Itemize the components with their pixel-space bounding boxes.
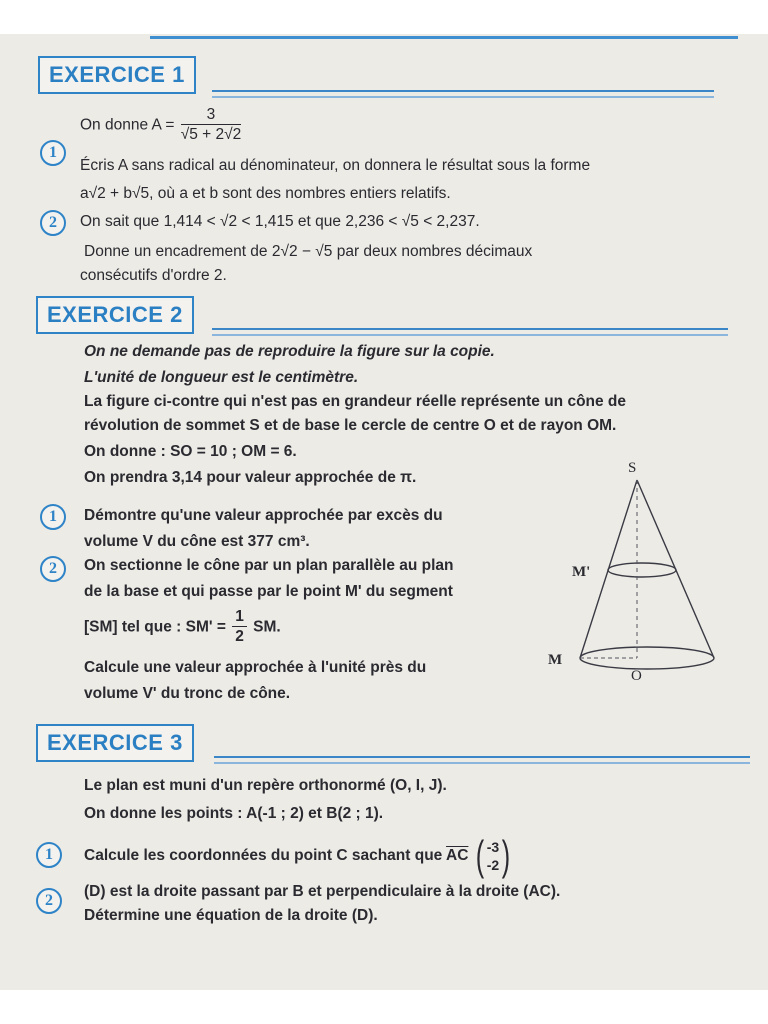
cone-section-ellipse [608, 563, 676, 577]
ex3-q1-vector-coords [487, 838, 499, 874]
ex3-q1-vector-x: -3 [486, 839, 500, 855]
top-rule [150, 36, 738, 39]
point-O-label: O [631, 668, 642, 684]
point-M-label: M [548, 652, 563, 668]
ex2-question-2-number: 2 [40, 556, 66, 582]
exercise-2-rule [212, 328, 728, 330]
ex1-intro [80, 106, 243, 145]
ex3-line2: On donne les points : A(-1 ; 2) et B(2 ; 1). [84, 805, 384, 822]
ex2-q2-line3 [84, 608, 281, 647]
ex3-q1-vector-y: -2 [486, 857, 500, 873]
ex2-q2-fraction [232, 608, 247, 647]
ex2-line6: On prendra 3,14 pour valeur approchée de π. [84, 469, 417, 486]
ex2-q2-fraction-denominator: 2 [235, 628, 244, 645]
ex3-q1-left-paren: ( [475, 832, 484, 879]
exercise-1-rule-2 [212, 96, 714, 98]
ex1-q2-line1: On sait que 1,414 < √2 < 1,415 et que 2,236 < √5 < 2,237. [80, 213, 480, 230]
ex2-line4: révolution de sommet S et de base le cercle de centre O et de rayon OM. [84, 417, 617, 434]
ex2-q1-line1: Démontre qu'une valeur approchée par excès du [84, 507, 443, 524]
ex2-line2: L'unité de longueur est le centimètre. [84, 369, 359, 386]
ex3-q1-line [84, 834, 513, 878]
ex2-line3: La figure ci-contre qui n'est pas en grandeur réelle représente un cône de [84, 393, 627, 410]
exercise-3-title: EXERCICE 3 [36, 724, 194, 762]
ex1-fraction-numerator: 3 [181, 106, 242, 125]
ex1-question-2-number: 2 [40, 210, 66, 236]
exercise-2-rule-2 [212, 334, 728, 336]
ex2-q1-line2: volume V du cône est 377 cm³. [84, 533, 310, 550]
exercise-3-rule-2 [214, 762, 750, 764]
ex1-fraction [181, 106, 242, 145]
exercise-2-title: EXERCICE 2 [36, 296, 194, 334]
ex3-q1-text: Calcule les coordonnées du point C sachant que [84, 847, 447, 865]
ex2-question-1-number: 1 [40, 504, 66, 530]
ex1-q2-line2: Donne un encadrement de 2√2 − √5 par deux nombres décimaux [84, 243, 533, 260]
ex3-line1: Le plan est muni d'un repère orthonormé (O, I, J). [84, 777, 447, 794]
ex3-q2-line1: (D) est la droite passant par B et perpendiculaire à la droite (AC). [84, 883, 561, 900]
ex3-question-2-number: 2 [36, 888, 62, 914]
ex2-q2-line3-suffix: SM. [253, 618, 281, 636]
ex1-q1-line1: Écris A sans radical au dénominateur, on donnera le résultat sous la forme [80, 157, 591, 174]
ex1-intro-text: On donne A = [80, 116, 175, 134]
exercise-1-rule [212, 90, 714, 92]
ex2-q2-line5: volume V' du tronc de cône. [84, 685, 291, 702]
cone-base-ellipse [580, 647, 714, 669]
ex2-q2-line2: de la base et qui passe par le point M' du segment [84, 583, 453, 600]
ex1-fraction-denominator: √5 + 2√2 [180, 126, 242, 143]
ex2-line1: On ne demande pas de reproduire la figure sur la copie. [84, 343, 495, 360]
ex1-q2-line3: consécutifs d'ordre 2. [80, 267, 227, 284]
exercise-3-rule [214, 756, 750, 758]
ex1-q1-line2: a√2 + b√5, où a et b sont des nombres entiers relatifs. [80, 185, 451, 202]
ex2-line5: On donne : SO = 10 ; OM = 6. [84, 443, 297, 460]
point-S-label: S [628, 460, 637, 476]
ex2-q2-line1: On sectionne le cône par un plan parallèle au plan [84, 557, 454, 574]
exercise-1-title: EXERCICE 1 [38, 56, 196, 94]
ex2-q2-fraction-numerator: 1 [232, 608, 247, 627]
point-Mprime-label: M' [572, 564, 591, 580]
ex1-question-1-number: 1 [40, 140, 66, 166]
ex3-q2-line2: Détermine une équation de la droite (D). [84, 907, 378, 924]
ex2-q2-line3-prefix: [SM] tel que : SM' = [84, 618, 226, 636]
ex3-question-1-number: 1 [36, 842, 62, 868]
cone-figure [540, 452, 740, 692]
ex2-q2-line4: Calcule une valeur approchée à l'unité près du [84, 659, 427, 676]
ex3-q1-vector-name: $\overline{AC}$ [446, 847, 469, 865]
ex3-q1-right-paren: ) [501, 832, 511, 879]
